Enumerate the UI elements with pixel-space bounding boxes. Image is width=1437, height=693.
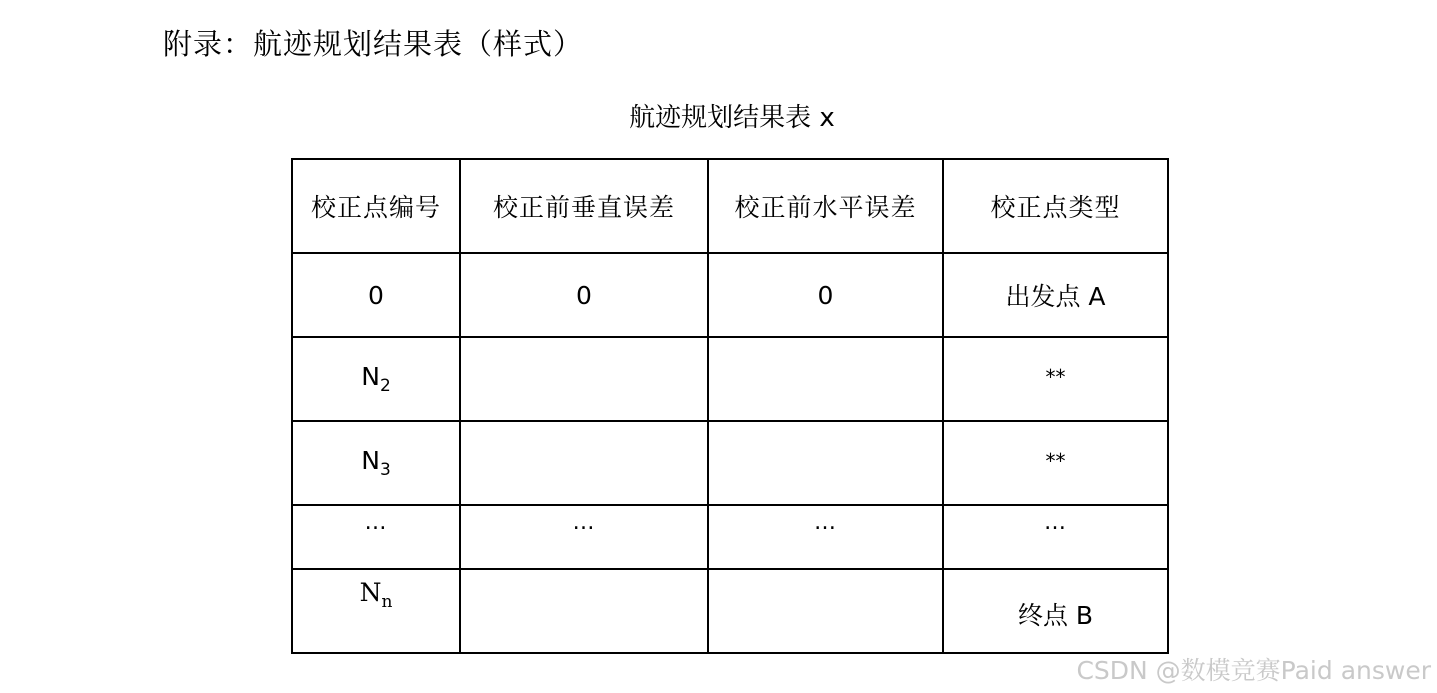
cell-vertical-error (460, 569, 708, 653)
cell-vertical-error (460, 421, 708, 505)
appendix-title: 附录：航迹规划结果表（样式） (163, 27, 584, 61)
header-cell-vertical-error (460, 159, 708, 253)
type-placeholder: ** (1045, 448, 1066, 473)
header-cell-id (292, 159, 460, 253)
table-row-ellipsis (292, 505, 1168, 569)
cell-type (943, 337, 1168, 421)
cell-type: 出发点 A (943, 253, 1168, 337)
ellipsis: … (364, 510, 388, 535)
cell-type (943, 505, 1168, 569)
table-row (292, 569, 1168, 653)
id-subscript: 2 (379, 376, 391, 396)
cell-horizontal-error (708, 505, 943, 569)
route-plan-table (291, 158, 1169, 654)
cell-id (292, 337, 460, 421)
id-subscript: 3 (379, 460, 391, 480)
cell-vertical-error (460, 337, 708, 421)
table-row (292, 253, 1168, 337)
ellipsis: … (572, 510, 596, 535)
id-base: N (359, 578, 382, 607)
cell-type (943, 569, 1168, 653)
id-base: N (361, 362, 380, 391)
cell-horizontal-error: 0 (708, 253, 943, 337)
header-label-id: 校正点编号 (310, 193, 441, 222)
table-row (292, 337, 1168, 421)
table-header-row (292, 159, 1168, 253)
ellipsis: … (1044, 510, 1067, 535)
id-label (293, 570, 459, 612)
ellipsis: … (814, 510, 837, 535)
id-base: N (361, 446, 380, 475)
header-label-horizontal-error: 校正前水平误差 (734, 193, 917, 222)
cell-id (292, 505, 460, 569)
cell-type (943, 421, 1168, 505)
cell-id (292, 421, 460, 505)
cell-id: 0 (292, 253, 460, 337)
id-subscript: n (381, 592, 393, 612)
type-label: 终点 B (1017, 601, 1094, 630)
cell-vertical-error: 0 (460, 253, 708, 337)
cell-horizontal-error (708, 421, 943, 505)
type-placeholder: ** (1045, 364, 1066, 389)
cell-id (292, 569, 460, 653)
header-cell-type (943, 159, 1168, 253)
table-title: 航迹规划结果表 x (629, 103, 835, 133)
header-label-vertical-error: 校正前垂直误差 (492, 193, 675, 222)
cell-horizontal-error (708, 569, 943, 653)
cell-horizontal-error (708, 337, 943, 421)
cell-vertical-error (460, 505, 708, 569)
header-label-type: 校正点类型 (990, 193, 1121, 222)
watermark: CSDN @数模竞赛Paid answer (1076, 656, 1431, 685)
header-cell-horizontal-error (708, 159, 943, 253)
table-row (292, 421, 1168, 505)
